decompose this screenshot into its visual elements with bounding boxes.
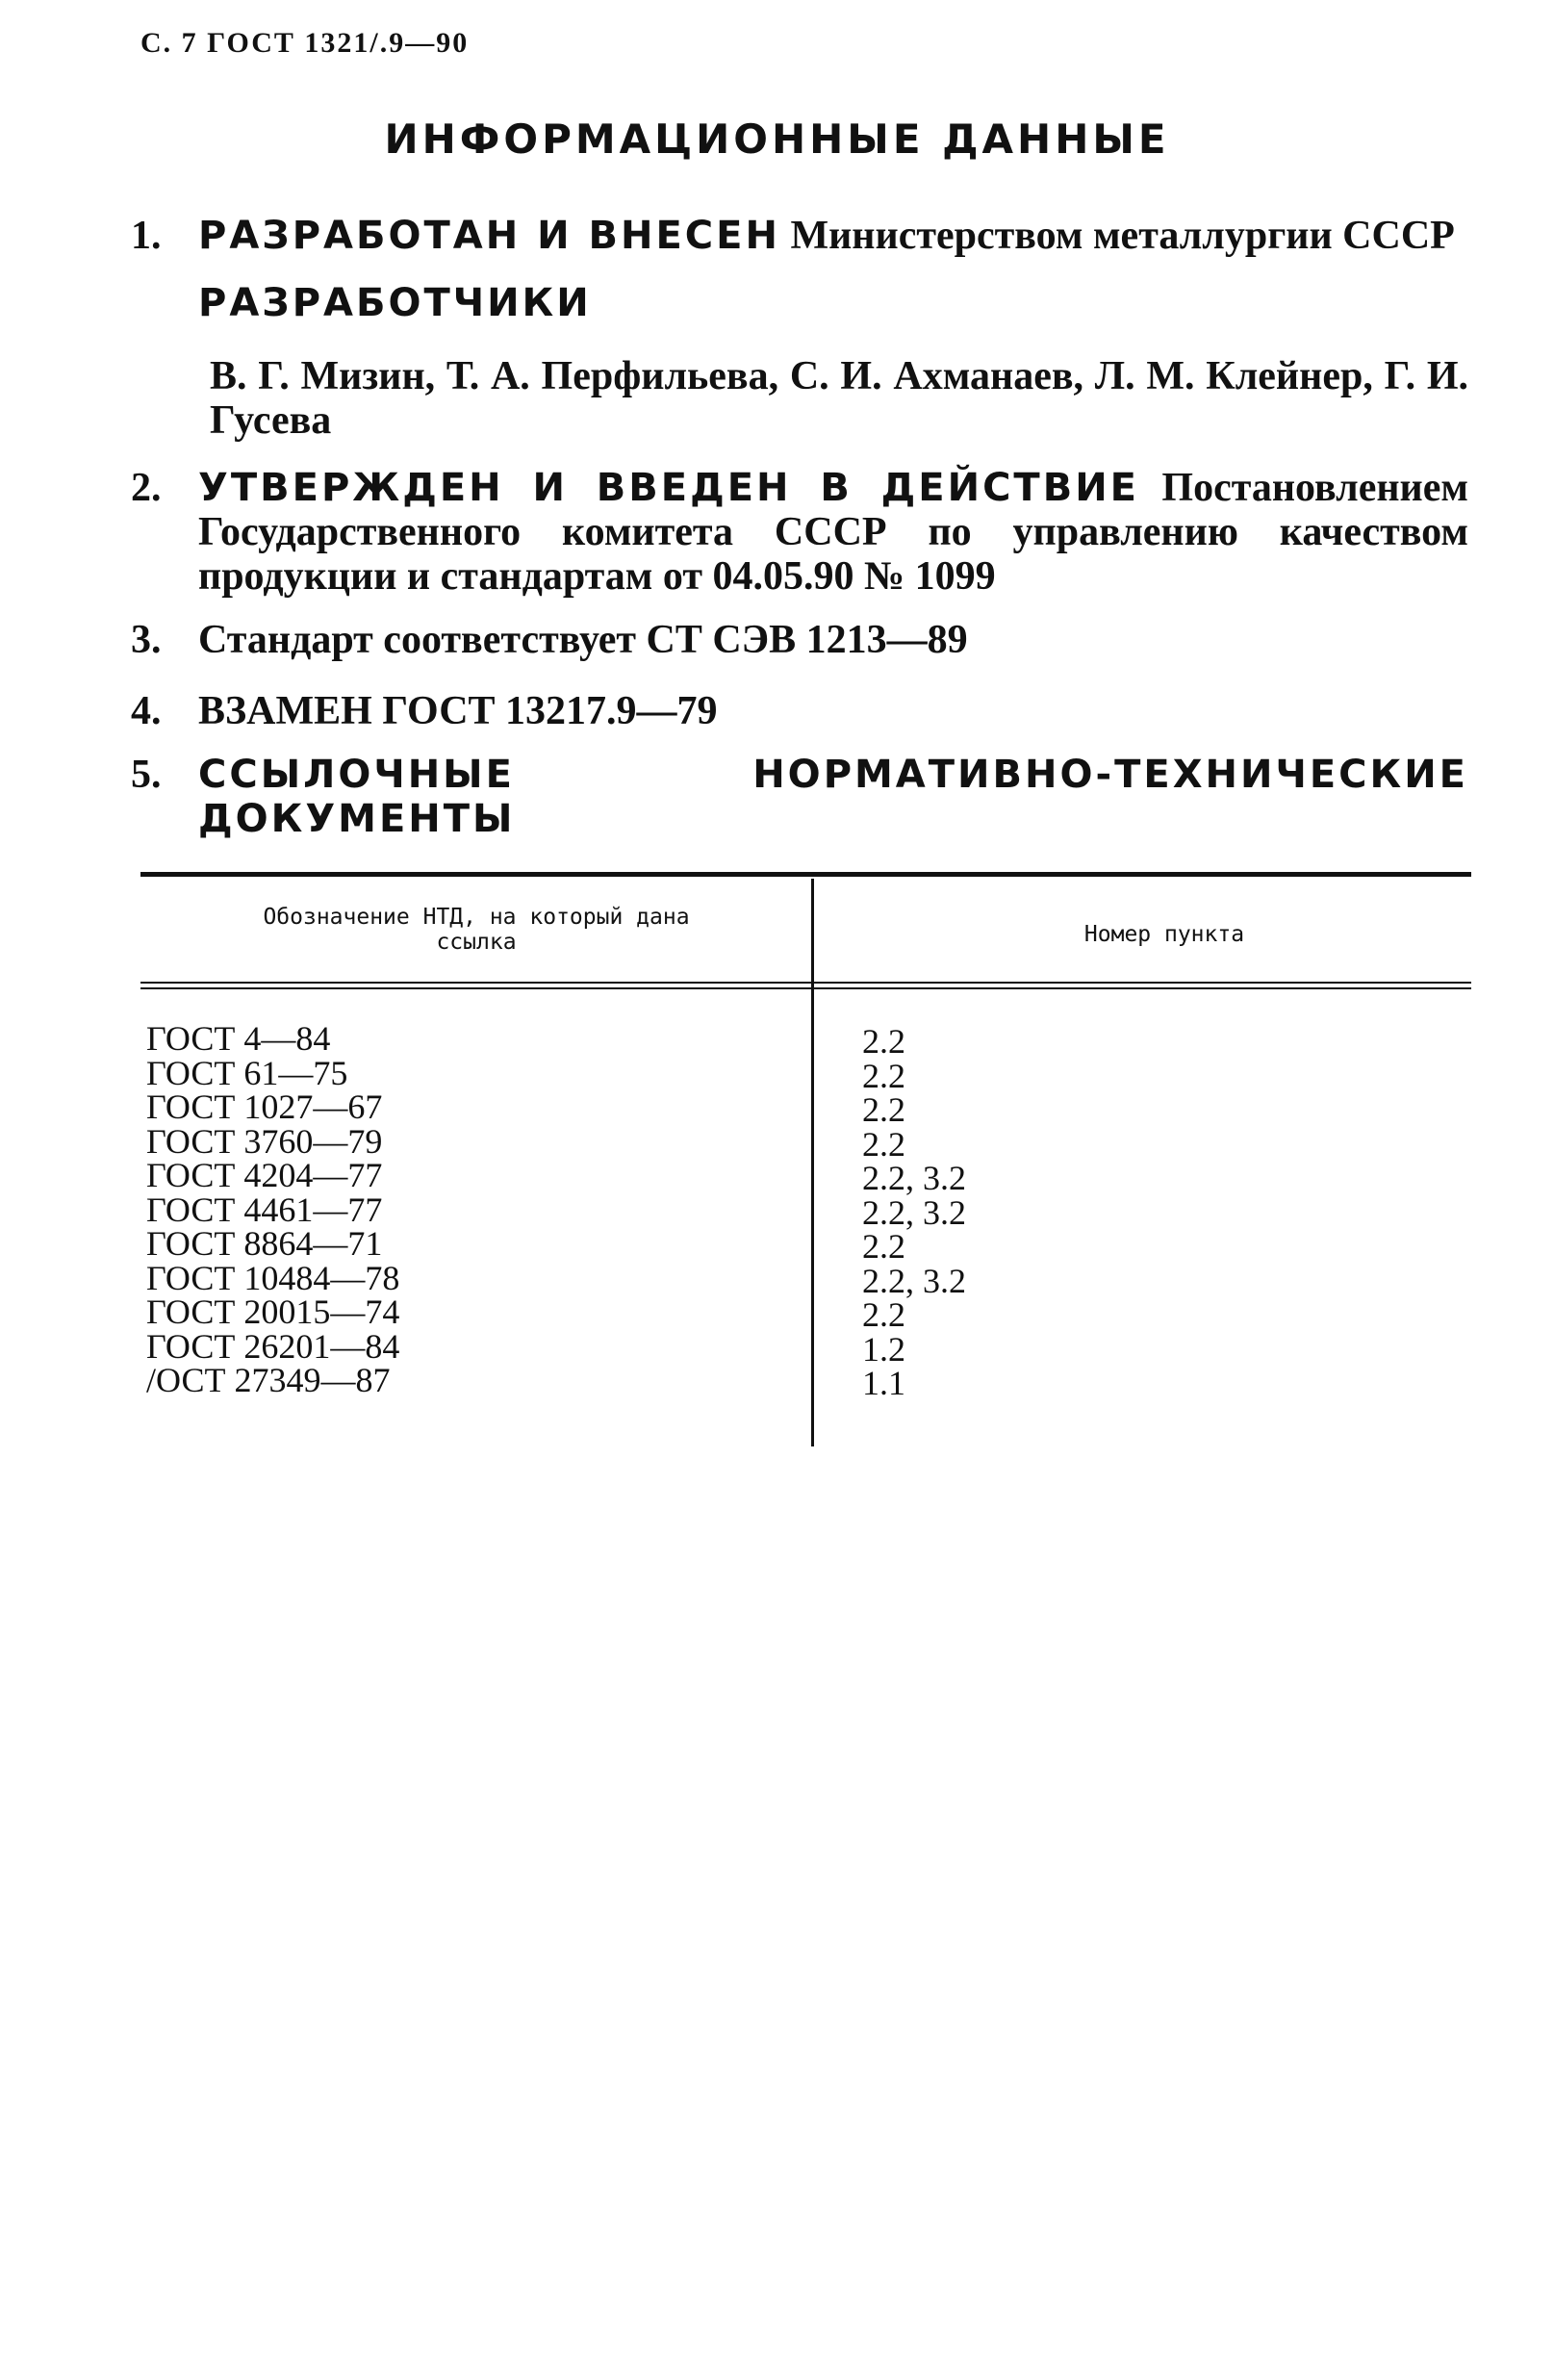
table-row bbox=[146, 1121, 1465, 1164]
table-row bbox=[146, 1190, 1465, 1232]
doc-designation: ГОСТ 4461—77 bbox=[146, 1190, 383, 1229]
clause-number: 1.2 bbox=[862, 1329, 905, 1369]
clause-number: 2.2, 3.2 bbox=[862, 1261, 966, 1300]
table-row bbox=[146, 1053, 1465, 1095]
doc-designation: ГОСТ 61—75 bbox=[146, 1053, 348, 1092]
clause-number: 2.2 bbox=[862, 1056, 905, 1095]
clause-number: 2.2 bbox=[862, 1124, 905, 1164]
page-title: ИНФОРМАЦИОННЫЕ ДАННЫЕ bbox=[384, 115, 1170, 163]
info-item-2 bbox=[131, 466, 1468, 599]
table-row bbox=[146, 1292, 1465, 1334]
item-number: 4. bbox=[131, 689, 162, 733]
doc-designation: /ОСТ 27349—87 bbox=[146, 1361, 391, 1399]
item-text: Министерством металлургии СССР bbox=[779, 214, 1455, 258]
table-top-rule bbox=[140, 872, 1471, 877]
table-row bbox=[146, 1019, 1465, 1061]
info-item-3 bbox=[131, 618, 1468, 662]
table-header-clause: Номер пункта bbox=[1083, 922, 1245, 947]
clause-number: 2.2, 3.2 bbox=[862, 1192, 966, 1232]
page-header: С. 7 ГОСТ 1321/.9—90 bbox=[140, 27, 470, 59]
info-item-5 bbox=[131, 753, 1468, 841]
developers-label: РАЗРАБОТЧИКИ bbox=[198, 281, 592, 325]
item-number: 2. bbox=[131, 466, 162, 510]
doc-designation: ГОСТ 10484—78 bbox=[146, 1258, 400, 1297]
doc-designation: ГОСТ 26201—84 bbox=[146, 1326, 400, 1366]
clause-number: 2.2 bbox=[862, 1090, 905, 1129]
item-lead: УТВЕРЖДЕН И ВВЕДЕН В ДЕЙСТВИЕ bbox=[198, 466, 1139, 510]
item-lead: ВЗАМЕН ГОСТ 13217.9—79 bbox=[198, 689, 718, 733]
doc-designation: ГОСТ 8864—71 bbox=[146, 1224, 383, 1263]
clause-number: 2.2 bbox=[862, 1227, 905, 1266]
table-header-rule-double bbox=[140, 987, 1471, 989]
info-item-4 bbox=[131, 689, 1468, 733]
doc-designation: ГОСТ 20015—74 bbox=[146, 1292, 400, 1331]
item-number: 5. bbox=[131, 753, 162, 797]
clause-number: 2.2 bbox=[862, 1295, 905, 1334]
table-row bbox=[146, 1156, 1465, 1197]
table-header-document: Обозначение НТД, на который дана ссылка bbox=[263, 905, 690, 955]
clause-number: 2.2 bbox=[862, 1022, 905, 1061]
item-number: 3. bbox=[131, 618, 162, 662]
table-header-rule bbox=[140, 982, 1471, 984]
table-row bbox=[146, 1361, 1465, 1402]
developers-names: В. Г. Мизин, Т. А. Перфильева, С. И. Ахманаев, Л. М. Клейнер, Г. И. Гусева bbox=[210, 354, 1468, 443]
item-number: 1. bbox=[131, 214, 162, 258]
item-text: Постановлением Государственного комитета СССР по управлению качеством продукции и стандартам от 04.05.90 № 1099 bbox=[198, 466, 1468, 599]
table-row bbox=[146, 1258, 1465, 1300]
clause-number: 1.1 bbox=[862, 1364, 905, 1402]
table-row bbox=[146, 1088, 1465, 1129]
item-lead: ССЫЛОЧНЫЕ НОРМАТИВНО-ТЕХНИЧЕСКИЕ ДОКУМЕНТЫ bbox=[198, 753, 1468, 841]
doc-designation: ГОСТ 4—84 bbox=[146, 1019, 331, 1058]
doc-designation: ГОСТ 3760—79 bbox=[146, 1121, 383, 1161]
item-text: Стандарт соответствует СТ СЭВ 1213—89 bbox=[198, 618, 968, 662]
doc-designation: ГОСТ 4204—77 bbox=[146, 1156, 383, 1194]
item-lead: РАЗРАБОТАН И ВНЕСЕН bbox=[198, 214, 780, 258]
info-item-1 bbox=[131, 214, 1468, 258]
doc-designation: ГОСТ 1027—67 bbox=[146, 1088, 383, 1126]
table-row bbox=[146, 1224, 1465, 1266]
table-row bbox=[146, 1326, 1465, 1369]
clause-number: 2.2, 3.2 bbox=[862, 1159, 966, 1197]
reference-table-body bbox=[146, 1019, 1465, 1402]
